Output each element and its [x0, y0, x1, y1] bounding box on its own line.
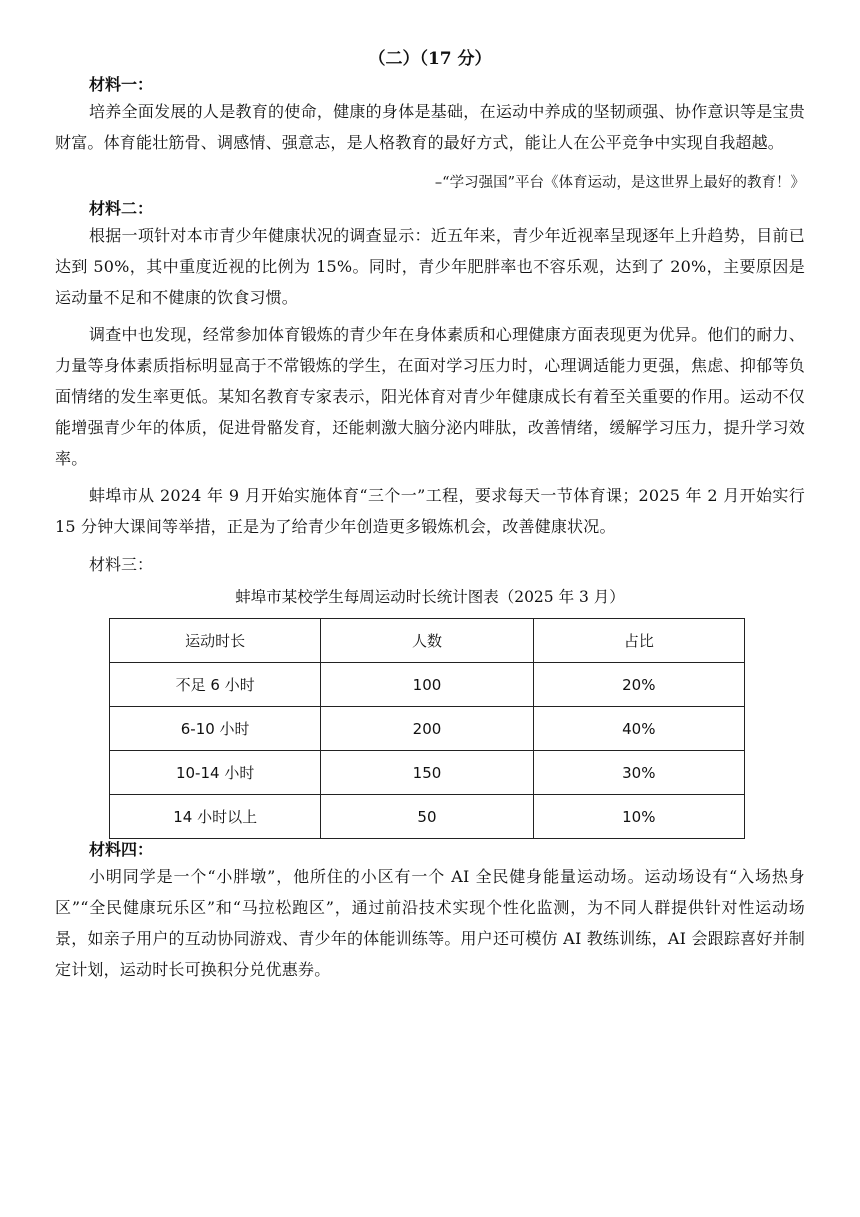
material-1-source: –“学习强国”平台《体育运动，是这世界上最好的教育！》: [434, 175, 805, 191]
table-cell-count: 150: [321, 751, 533, 795]
table-row: [110, 795, 745, 839]
table-cell-count: 50: [321, 795, 533, 839]
table-cell-count: 100: [321, 663, 533, 707]
material-2-label: 材料二：: [89, 199, 154, 218]
table-row: [110, 751, 745, 795]
table-cell-percent: 10%: [533, 795, 744, 839]
table-cell-percent: 20%: [533, 663, 744, 707]
table-header-cell: 占比: [533, 619, 744, 663]
table-header-cell: 人数: [321, 619, 533, 663]
table-cell-duration: 6-10 小时: [110, 707, 321, 751]
material-4-paragraph: 小明同学是一个“小胖墩”，他所住的小区有一个 AI 全民健身能量运动场。运动场设有“入场热身区”“全民健康玩乐区”和“马拉松跑区”，通过前沿技术实现个性化监测，为不同人群提供针对性运动场景，如亲子用户的互动协同游戏、青少年的体能训练等。用户还可模仿 AI 教练训练，AI 会跟踪喜好并制定计划，运动时长可换积分兑优惠券。: [55, 867, 805, 979]
material-2-paragraph-2: 调查中也发现，经常参加体育锻炼的青少年在身体素质和心理健康方面表现更为优异。他们的耐力、力量等身体素质指标明显高于不常锻炼的学生，在面对学习压力时，心理调适能力更强，焦虑、抑郁等负面情绪的发生率更低。某知名教育专家表示，阳光体育对青少年健康成长有着至关重要的作用。运动不仅能增强青少年的体质，促进骨骼发育，还能刺激大脑分泌内啡肽，改善情绪，缓解学习压力，提升学习效率。: [55, 325, 805, 468]
section-title: （二）（17 分）: [368, 49, 492, 69]
table-row: [110, 663, 745, 707]
table-cell-percent: 40%: [533, 707, 744, 751]
table-row: [110, 707, 745, 751]
table-header-cell: 运动时长: [110, 619, 321, 663]
exam-page: [55, 46, 805, 985]
material-1-label: 材料一：: [89, 75, 154, 94]
material-4-label: 材料四：: [89, 840, 154, 859]
material-1-paragraph: 培养全面发展的人是教育的使命，健康的身体是基础，在运动中养成的坚韧顽强、协作意识等是宝贵财富。体育能壮筋骨、调感情、强意志，是人格教育的最好方式，能让人在公平竞争中实现自我超越。: [55, 102, 805, 152]
exercise-time-table: [109, 618, 745, 839]
table-cell-percent: 30%: [533, 751, 744, 795]
table-cell-duration: 不足 6 小时: [110, 663, 321, 707]
material-2-paragraph-1: 根据一项针对本市青少年健康状况的调查显示：近五年来，青少年近视率呈现逐年上升趋势，目前已达到 50%，其中重度近视的比例为 15%。同时，青少年肥胖率也不容乐观，达到了 20%，主要原因是运动量不足和不健康的饮食习惯。: [55, 226, 805, 307]
table-cell-count: 200: [321, 707, 533, 751]
table-cell-duration: 10-14 小时: [110, 751, 321, 795]
material-3-label: 材料三：: [89, 555, 154, 574]
material-2-paragraph-3: 蚌埠市从 2024 年 9 月开始实施体育“三个一”工程，要求每天一节体育课；2025 年 2 月开始实行 15 分钟大课间等举措，正是为了给青少年创造更多锻炼机会，改善健康状况。: [55, 486, 805, 536]
table-header-row: [110, 619, 745, 663]
table-caption: 蚌埠市某校学生每周运动时长统计图表（2025 年 3 月）: [235, 588, 625, 606]
table-cell-duration: 14 小时以上: [110, 795, 321, 839]
